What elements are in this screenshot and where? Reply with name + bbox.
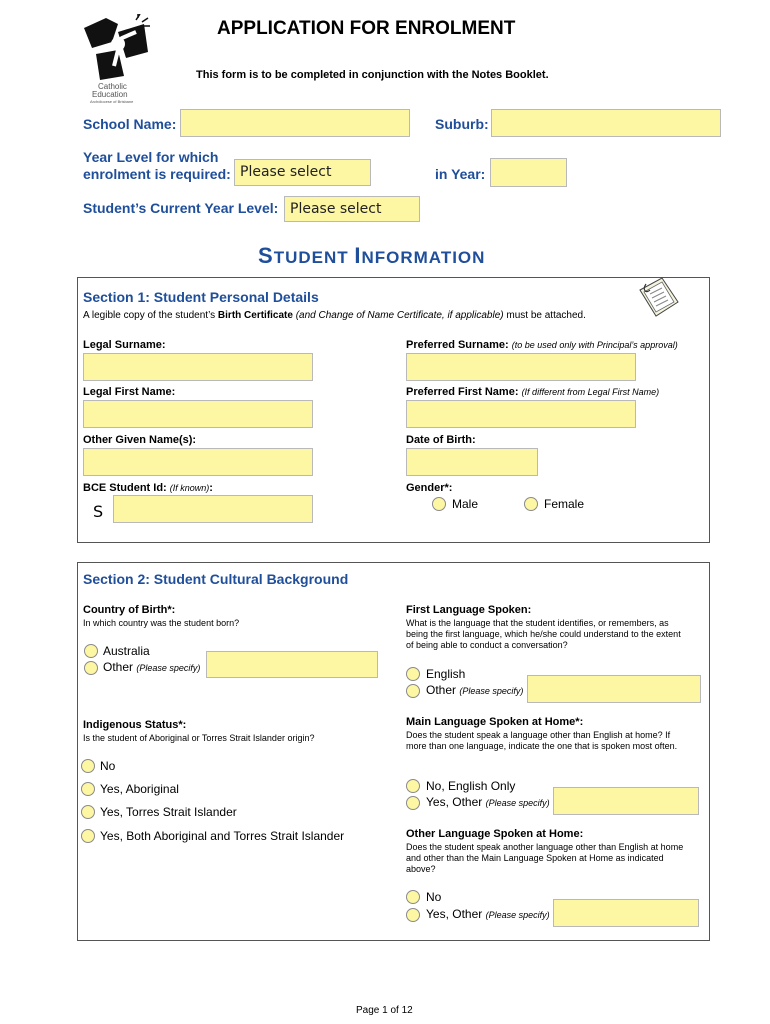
country-note: In which country was the student born? [83,618,240,628]
date-of-birth-input[interactable] [406,448,538,476]
gender-label: Gender*: [406,482,453,494]
other-lang-no-radio[interactable] [406,890,420,904]
other-lang-label: Other Language Spoken at Home: [406,828,584,840]
gender-female-radio[interactable] [524,497,538,511]
suburb-input[interactable] [491,109,721,137]
country-australia-radio[interactable] [84,644,98,658]
main-lang-no-radio[interactable] [406,779,420,793]
heading-rest-1: TUDENT [273,248,355,267]
indigenous-both-label: Yes, Both Aboriginal and Torres Strait Islander [100,829,345,843]
year-level-label-2: enrolment is required: [83,166,231,182]
bce-id-label: BCE Student Id: (If known): [83,482,213,494]
first-lang-english-radio[interactable] [406,667,420,681]
country-label: Country of Birth*: [83,604,176,616]
page-number: Page 1 of 12 [356,1005,413,1016]
other-lang-yes-radio[interactable] [406,908,420,922]
other-lang-note: Does the student speak another language other than English at home and other than the Main Language Spoken at Home as indicated above? [406,842,684,874]
heading-cap-i: I [354,243,362,268]
first-lang-english-label: English [426,667,466,681]
other-lang-other-input[interactable] [553,899,699,927]
other-lang-yes-specify: (Please specify) [485,910,550,920]
section2-title: Section 2: Student Cultural Background [83,571,349,587]
indigenous-label: Indigenous Status*: [83,719,187,731]
country-australia-label: Australia [103,644,150,658]
section1-note [83,310,586,321]
indigenous-tsi-radio[interactable] [81,805,95,819]
main-lang-yes-radio[interactable] [406,796,420,810]
gender-male-label: Male [452,497,479,511]
note-bold: Birth Certificate [217,310,293,321]
preferred-surname-text: Preferred Surname: [406,339,509,351]
page-title: APPLICATION FOR ENROLMENT [217,18,516,39]
main-lang-yes-text: Yes, Other [426,795,483,809]
note-italic: (and Change of Name Certificate, if applicable) [292,310,504,321]
suburb-label: Suburb: [435,116,489,132]
note-pre: A legible copy of the student’s [83,310,218,321]
first-lang-other-specify: (Please specify) [459,686,524,696]
main-lang-other-input[interactable] [553,787,699,815]
legal-first-name-label: Legal First Name: [83,386,176,398]
current-year-label: Student’s Current Year Level: [83,200,279,216]
bce-id-input[interactable] [113,495,313,523]
gender-male-radio[interactable] [432,497,446,511]
indigenous-no-label: No [100,759,116,773]
preferred-first-name-text: Preferred First Name: [406,386,519,398]
page-subtitle: This form is to be completed in conjunction with the Notes Booklet. [196,69,549,81]
bce-id-note: (If known) [169,483,210,493]
date-of-birth-label: Date of Birth: [406,434,476,446]
first-lang-other-label [426,683,523,697]
first-lang-other-text: Other [426,683,457,697]
first-lang-note: What is the language that the student identifies, or remembers, as being the first language, which he/she could understand to the extent of being able to conduct a conversation? [406,618,681,650]
country-other-input[interactable] [206,651,378,678]
preferred-first-name-input[interactable] [406,400,636,428]
catholic-education-logo-icon [78,14,158,84]
other-given-names-input[interactable] [83,448,313,476]
country-other-specify: (Please specify) [136,663,201,673]
gender-female-label: Female [544,497,585,511]
first-lang-other-radio[interactable] [406,684,420,698]
legal-surname-label: Legal Surname: [83,339,166,351]
student-info-heading [258,243,485,269]
heading-rest-2: NFORMATION [361,248,486,267]
school-name-input[interactable] [180,109,410,137]
logo-text-3: Archdiocese of Brisbane [90,99,134,104]
legal-first-name-input[interactable] [83,400,313,428]
country-other-radio[interactable] [84,661,98,675]
school-name-label: School Name: [83,116,177,132]
section1-title: Section 1: Student Personal Details [83,289,319,305]
main-lang-no-label: No, English Only [426,779,516,793]
current-year-select[interactable]: Please select [284,196,420,222]
year-level-select[interactable]: Please select [234,159,371,186]
indigenous-aboriginal-label: Yes, Aboriginal [100,782,179,796]
indigenous-both-radio[interactable] [81,829,95,843]
logo-text-2: Education [92,90,128,99]
in-year-label: in Year: [435,166,486,182]
legal-surname-input[interactable] [83,353,313,381]
preferred-surname-input[interactable] [406,353,636,381]
first-lang-label: First Language Spoken: [406,604,532,616]
logo-text-1: Catholic [98,82,127,91]
heading-cap-s: S [258,243,274,268]
preferred-first-name-label [406,386,659,398]
main-lang-note: Does the student speak a language other than English at home? If more than one language, indicate the one that is spoken most often. [406,730,678,751]
document-attach-icon [634,276,682,318]
country-other-text: Other [103,660,134,674]
preferred-surname-label [406,339,678,351]
bce-id-prefix: S [93,502,104,521]
logo [78,14,158,104]
year-level-label-1: Year Level for which [83,149,219,165]
other-lang-yes-text: Yes, Other [426,907,483,921]
other-given-names-label: Other Given Name(s): [83,434,197,446]
preferred-surname-note: (to be used only with Principal’s approval) [511,340,678,350]
main-lang-yes-specify: (Please specify) [485,798,550,808]
main-lang-yes-label [426,795,550,809]
indigenous-note: Is the student of Aboriginal or Torres Strait Islander origin? [83,733,315,743]
main-lang-label: Main Language Spoken at Home*: [406,716,584,728]
preferred-first-name-note: (If different from Legal First Name) [521,387,660,397]
indigenous-no-radio[interactable] [81,759,95,773]
country-other-label [103,660,200,674]
indigenous-aboriginal-radio[interactable] [81,782,95,796]
note-post: must be attached. [503,310,586,321]
first-lang-other-input[interactable] [527,675,701,703]
indigenous-tsi-label: Yes, Torres Strait Islander [100,805,237,819]
in-year-input[interactable] [490,158,567,187]
other-lang-no-label: No [426,890,442,904]
bce-id-text: BCE Student Id: [83,482,167,494]
other-lang-yes-label [426,907,550,921]
